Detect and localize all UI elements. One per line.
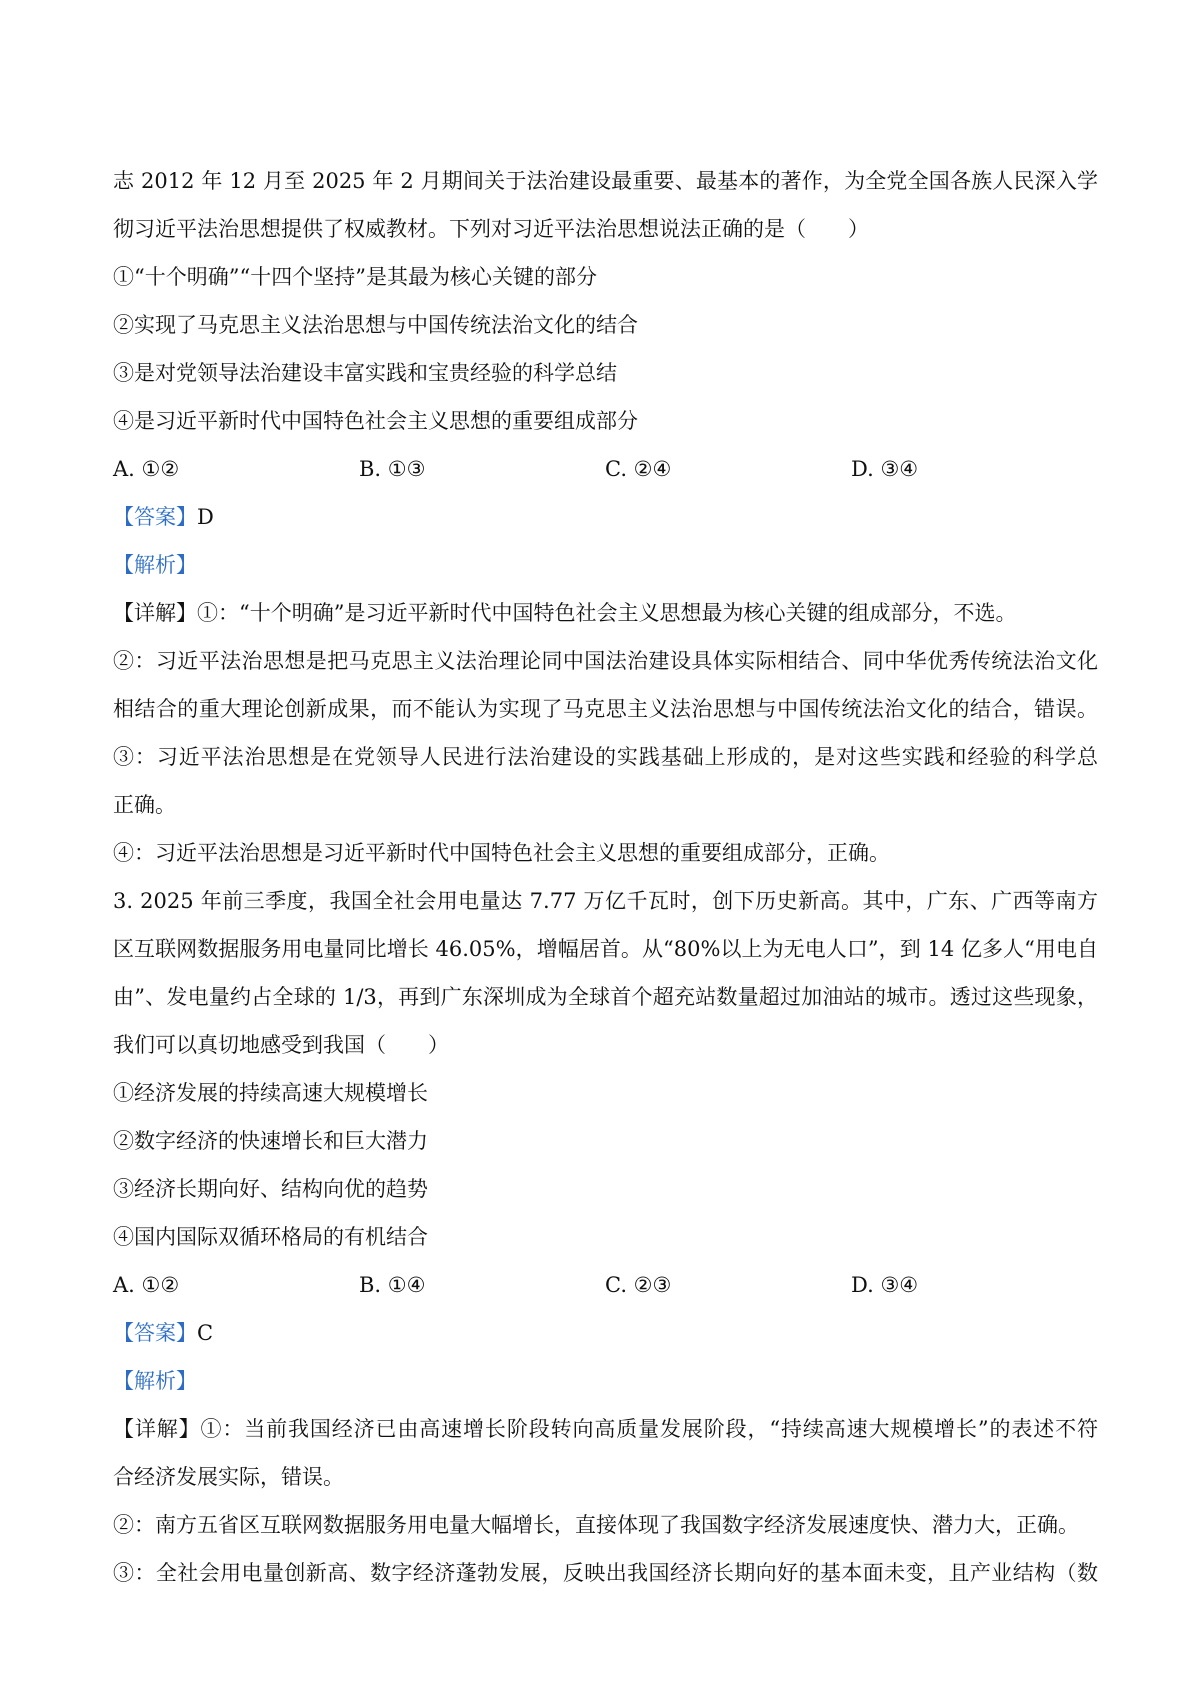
q2-analysis-tag: 【解析】 [113,553,197,577]
q2-analysis [113,541,1098,589]
q2-detail-line-1 [113,589,1098,637]
q2-stem-line-2: 彻习近平法治思想提供了权威教材。下列对习近平法治思想说法正确的是（ ） [113,217,869,241]
q3-analysis [113,1357,1098,1405]
q3-detail-tag: 【详解】 [113,1417,201,1441]
q3-analysis-tag: 【解析】 [113,1369,197,1393]
q3-stem-line-3: 由”、发电量约占全球的 1/3，再到广东深圳成为全球首个超充站数量超过加油站的城市。透过这些现象， [113,985,1098,1009]
q2-answer-value: D [197,505,214,529]
q2-option-d: D. ③④ [851,457,919,481]
q3-statement-3: ③经济长期向好、结构向优的趋势 [113,1177,428,1201]
q2-option-c: C. ②④ [605,457,672,481]
q3-answer-value: C [197,1321,214,1345]
q3-answer-tag: 【答案】 [113,1321,197,1345]
q2-detail-line-6: ④：习近平法治思想是习近平新时代中国特色社会主义思想的重要组成部分，正确。 [113,841,890,865]
q2-statement-4: ④是习近平新时代中国特色社会主义思想的重要组成部分 [113,409,638,433]
q2-answer [113,493,1098,541]
question-3 [113,877,1098,1597]
q2-detail-line-2: ②：习近平法治思想是把马克思主义法治理论同中国法治建设具体实际相结合、同中华优秀传统法治文化 [113,649,1098,673]
q2-detail-tag: 【详解】 [113,601,197,625]
q3-detail-text-1: ①：当前我国经济已由高速增长阶段转向高质量发展阶段，“持续高速大规模增长”的表述不符 [200,1417,1098,1441]
document-page [113,157,1098,1597]
q3-answer [113,1309,1098,1357]
q3-option-a: A. ①② [113,1273,180,1297]
q3-detail-line-4: ③：全社会用电量创新高、数字经济蓬勃发展，反映出我国经济长期向好的基本面未变，且产业结构（数 [113,1561,1098,1585]
q2-detail-line-3: 相结合的重大理论创新成果，而不能认为实现了马克思主义法治思想与中国传统法治文化的结合，错误。 [113,697,1098,721]
q3-stem-line-4: 我们可以真切地感受到我国（ ） [113,1033,449,1057]
question-2 [113,157,1098,877]
q3-option-c: C. ②③ [605,1273,672,1297]
q3-statement-4: ④国内国际双循环格局的有机结合 [113,1225,428,1249]
q3-stem-line-1: 3. 2025 年前三季度，我国全社会用电量达 7.77 万亿千瓦时，创下历史新高。其中，广东、广西等南方 [113,889,1098,913]
q2-statement-1: ①“十个明确”“十四个坚持”是其最为核心关键的部分 [113,265,597,289]
q3-statement-2: ②数字经济的快速增长和巨大潜力 [113,1129,428,1153]
q3-statement-1: ①经济发展的持续高速大规模增长 [113,1081,428,1105]
q2-detail-text-1: ①：“十个明确”是习近平新时代中国特色社会主义思想最为核心关键的组成部分，不选。 [197,601,1017,625]
q2-answer-tag: 【答案】 [113,505,197,529]
q3-option-d: D. ③④ [851,1273,919,1297]
q2-statement-2: ②实现了马克思主义法治思想与中国传统法治文化的结合 [113,313,638,337]
q3-stem-line-2: 区互联网数据服务用电量同比增长 46.05%，增幅居首。从“80%以上为无电人口”，到 14 亿多人“用电自 [113,937,1098,961]
q3-detail-line-2: 合经济发展实际，错误。 [113,1465,344,1489]
q2-option-a: A. ①② [113,457,180,481]
q2-detail-line-5: 正确。 [113,793,176,817]
q2-options [113,445,1098,493]
q3-option-b: B. ①④ [359,1273,426,1297]
q2-statement-3: ③是对党领导法治建设丰富实践和宝贵经验的科学总结 [113,361,617,385]
q3-detail-line-1 [113,1405,1098,1453]
q2-detail-line-4: ③：习近平法治思想是在党领导人民进行法治建设的实践基础上形成的，是对这些实践和经验的科学总 [113,745,1098,769]
q2-stem-line-1: 志 2012 年 12 月至 2025 年 2 月期间关于法治建设最重要、最基本的著作，为全党全国各族人民深入学 [113,169,1098,193]
q3-detail-line-3: ②：南方五省区互联网数据服务用电量大幅增长，直接体现了我国数字经济发展速度快、潜力大，正确。 [113,1513,1079,1537]
q3-options [113,1261,1098,1309]
q2-option-b: B. ①③ [359,457,426,481]
